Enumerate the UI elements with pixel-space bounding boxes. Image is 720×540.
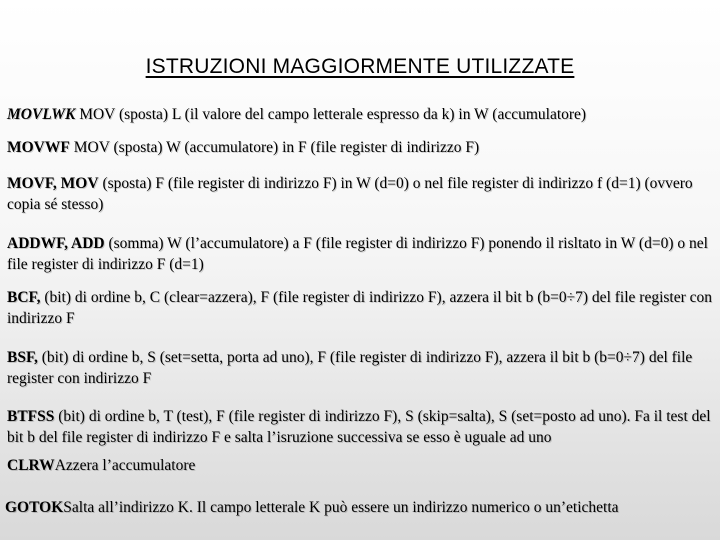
instruction-text: (bit) di ordine b, T (test), F (file register di indirizzo F), S (skip=salta), S (set=posto ad uno). Fa il test del bit b del file register di indirizzo F e salta l’isruzione successiva se esso è uguale ad uno xyxy=(7,408,711,446)
instruction-movf xyxy=(7,173,715,215)
instruction-text: (bit) di ordine b, C (clear=azzera), F (file register di indirizzo F), azzera il bit b (b=0÷7) del file register con indirizzo F xyxy=(7,289,713,327)
instruction-text: (sposta) F (file register di indirizzo F) in W (d=0) o nel file register di indirizzo f (d=1) (ovvero copia sé stesso) xyxy=(7,175,693,213)
instruction-text: MOV (sposta) L (il valore del campo letterale espresso da k) in W (accumulatore) xyxy=(75,106,587,123)
instruction-clrw xyxy=(7,455,195,476)
instruction-keyword: GOTOK xyxy=(5,499,64,516)
instruction-keyword: MOVF, MOV xyxy=(7,175,99,192)
instruction-addwf xyxy=(7,233,715,275)
instruction-movlwk xyxy=(7,104,715,125)
instruction-text: (somma) W (l’accumulatore) a F (file register di indirizzo F) ponendo il risltato in W (d=0) o nel file register di indirizzo F (d=1) xyxy=(7,235,708,273)
page-title: ISTRUZIONI MAGGIORMENTE UTILIZZATE xyxy=(145,55,575,78)
instruction-bcf xyxy=(7,287,715,329)
instruction-btfss xyxy=(7,406,715,448)
instruction-text: Azzera l’accumulatore xyxy=(54,457,196,474)
instruction-gotok xyxy=(5,497,720,518)
instruction-keyword: CLRW xyxy=(7,457,55,474)
instruction-keyword: BTFSS xyxy=(7,408,55,425)
instruction-text: (bit) di ordine b, S (set=setta, porta ad uno), F (file register di indirizzo F), azzera il bit b (b=0÷7) del file register con indirizzo F xyxy=(7,349,693,387)
instruction-movwf xyxy=(7,137,715,158)
instruction-keyword: MOVWF xyxy=(7,139,70,156)
instruction-bsf xyxy=(7,347,715,389)
instruction-keyword: BCF, xyxy=(7,289,41,306)
instruction-keyword: MOVLWK xyxy=(7,106,76,123)
instruction-keyword: BSF, xyxy=(7,349,38,366)
instruction-keyword: ADDWF, ADD xyxy=(7,235,105,252)
instruction-text: Salta all’indirizzo K. Il campo letterale K può essere un indirizzo numerico o un’etichetta xyxy=(63,499,619,516)
instruction-text: MOV (sposta) W (accumulatore) in F (file register di indirizzo F) xyxy=(69,139,480,156)
